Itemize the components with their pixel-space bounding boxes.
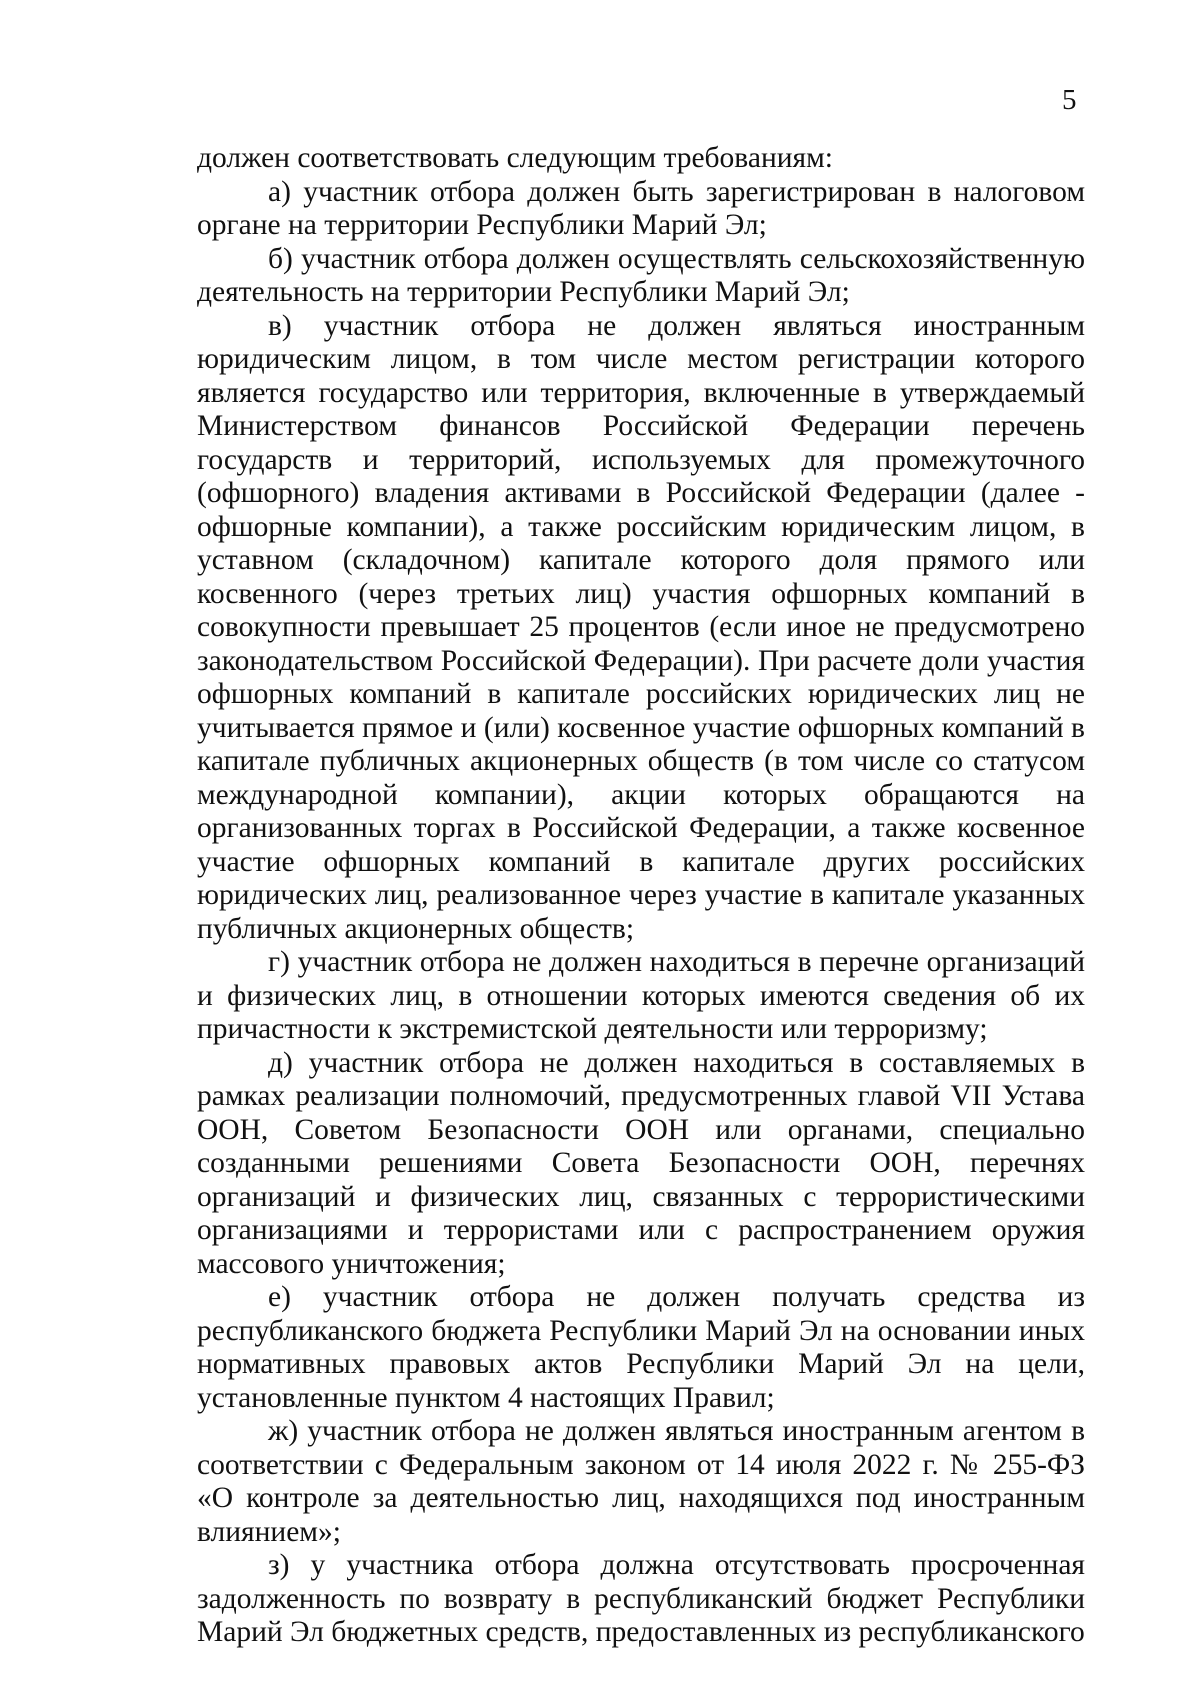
requirement-g: г) участник отбора не должен находиться в перечне организаций и физических лиц, в отношении которых имеются сведения об их причастности к экстремистской деятельности или терроризму; bbox=[197, 946, 1085, 1045]
intro-paragraph: должен соответствовать следующим требованиям: bbox=[197, 142, 833, 174]
page-number: 5 bbox=[1062, 84, 1077, 116]
requirement-v: в) участник отбора не должен являться иностранным юридическим лицом, в том числе местом регистрации которого является государство или территория, включенные в утверждаемый Министерством финансов Российской Федерации перечень государств и территорий, используемых для промежуточного (офшорного) владения активами в Российской Федерации (далее - офшорные компании), а также российским юридическим лицом, в уставном (складочном) капитале которого доля прямого или косвенного (через третьих лиц) участия офшорных компаний в совокупности превышает 25 процентов (если иное не предусмотрено законодательством Российской Федерации). При расчете доли участия офшорных компаний в капитале российских юридических лиц не учитывается прямое и (или) косвенное участие офшорных компаний в капитале публичных акционерных обществ (в том числе со статусом международной компании), акции которых обращаются на организованных торгах в Российской Федерации, а также косвенное участие офшорных компаний в капитале других российских юридических лиц, реализованное через участие в капитале указанных публичных акционерных обществ; bbox=[197, 309, 1085, 945]
requirement-zh: ж) участник отбора не должен являться иностранным агентом в соответствии с Федеральным законом от 14 июля 2022 г. № 255-ФЗ «О контроле за деятельностью лиц, находящихся под иностранным влиянием»; bbox=[197, 1415, 1085, 1548]
requirement-b: б) участник отбора должен осуществлять сельскохозяйственную деятельность на территории Республики Марий Эл; bbox=[197, 242, 1085, 308]
requirement-e: е) участник отбора не должен получать средства из республиканского бюджета Республики Марий Эл на основании иных нормативных правовых актов Республики Марий Эл на цели, установленные пунктом 4 настоящих Правил; bbox=[197, 1281, 1085, 1414]
document-body bbox=[197, 142, 1085, 1650]
requirement-d: д) участник отбора не должен находиться в составляемых в рамках реализации полномочий, предусмотренных главой VII Устава ООН, Советом Безопасности ООН или органами, специально созданными решениями Совета Безопасности ООН, перечнях организаций и физических лиц, связанных с террористическими организациями и террористами или с распространением оружия массового уничтожения; bbox=[197, 1046, 1085, 1280]
requirement-z: з) у участника отбора должна отсутствовать просроченная задолженность по возврату в республиканский бюджет Республики Марий Эл бюджетных средств, предоставленных из республиканского bbox=[197, 1549, 1085, 1648]
requirement-a: а) участник отбора должен быть зарегистрирован в налоговом органе на территории Республики Марий Эл; bbox=[197, 175, 1085, 241]
